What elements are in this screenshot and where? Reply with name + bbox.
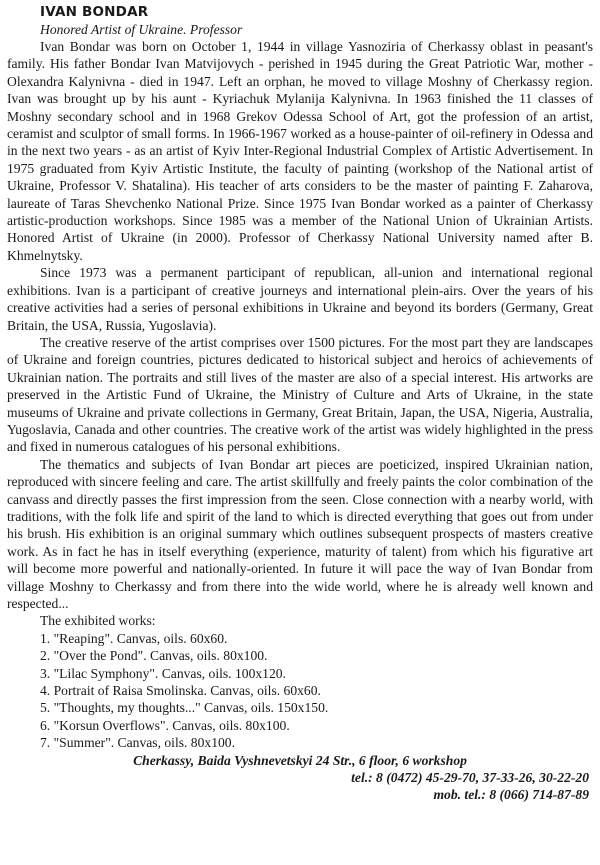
works-list: [7, 630, 593, 752]
contact-telephone: tel.: 8 (0472) 45-29-70, 37-33-26, 30-22-20: [351, 769, 589, 785]
contact-mobile: mob. tel.: 8 (066) 714-87-89: [433, 786, 589, 802]
work-item: 4. Portrait of Raisa Smolinska. Canvas, oils. 60x60.: [40, 683, 321, 699]
artist-title: Honored Artist of Ukraine. Professor: [40, 22, 243, 37]
work-item: 7. "Summer". Canvas, oils. 80x100.: [40, 735, 235, 751]
work-item: 3. "Lilac Symphony". Canvas, oils. 100x120.: [40, 665, 286, 681]
work-item: 6. "Korsun Overflows". Canvas, oils. 80x100.: [40, 717, 290, 733]
thematics-paragraph: The thematics and subjects of Ivan Bondar art pieces are poeticized, inspired Ukrainian nation, reproduced with sincere feeling and care. The artist skillfully and freely paints the color combination of the canvass and directly passes the first impression from the seen. Close connection with a nearby world, with traditions, with the folk life and spirit of the land to which is directed everything that goes out from under his brush. His exhibition is an original summary which outlines subsequent prospects of masters creative work. As in fact he has in itself everything (experience, maturity of talent) from which his figurative art will become more powerful and nationally-oriented. In future it will pace the way of Ivan Bondar from village Moshny to Cherkassy and from there into the wide world, where he is already well known and respected...: [7, 456, 593, 611]
biography-paragraph: Ivan Bondar was born on October 1, 1944 in village Yasnoziria of Cherkassy oblast in peasant's family. His father Bondar Ivan Matvijovych - perished in 1945 during the Great Patriotic War, mother - Olexandra Kalynivna - died in 1947. Left an orphan, he moved to village Moshny of Cherkassy region. Ivan was brought up by his aunt - Kyriachuk Mylanija Kalynivna. In 1963 finished the 11 classes of Moshny secondary school and in 1968 Grekov Odessa School of Art, got the profession of an artist, ceramist and sculptor of small forms. In 1966-1967 worked as a house-painter of oil-refinery in Odessa and in the next two years - as an artist of Kyiv Inter-Regional Industrial Complex of Artistic Advertisement. In 1975 graduated from Kyiv Artistic Institute, the faculty of painting (workshop of the National artist of Ukraine, Professor V. Shatalina). His teacher of arts considers to be the master of painting F. Zaharova, laureate of Taras Shevchenko National Prize. Since 1975 Ivan Bondar worked as a painter of Cherkassy artistic-production workshops. Since 1985 was a member of the National Union of Ukrainian Artists. Honored Artist of Ukraine (in 2000). Professor of Cherkassy National University named after B. Khmelnytsky.: [7, 39, 593, 263]
artist-name: IVAN BONDAR: [40, 4, 149, 20]
work-item: 5. "Thoughts, my thoughts..." Canvas, oils. 150x150.: [40, 700, 329, 716]
contact-address: Cherkassy, Baida Vyshnevetskyi 24 Str., 6 floor, 6 workshop: [133, 752, 467, 768]
creative-reserve-paragraph: The creative reserve of the artist comprises over 1500 pictures. For the most part they are landscapes of Ukraine and foreign countries, pictures dedicated to historical subject and heroics of achievements of Ukrainian nation. The portraits and still lives of the master are also of a special interest. His artworks are preserved in the Artistic Fund of Ukraine, the Ministry of Culture and Arts of Ukraine, in the state museums of Ukraine and private collections in Germany, Great Britain, Japan, the USA, Nigeria, Australia, Yugoslavia, Canada and other countries. The creative work of the artist was widely highlighted in the press and fixed in numerous catalogues of his personal exhibitions.: [7, 334, 593, 455]
document-page: [7, 4, 593, 803]
work-item: 2. "Over the Pond". Canvas, oils. 80x100.: [40, 648, 268, 664]
exhibitions-paragraph: Since 1973 was a permanent participant of republican, all-union and international regional exhibitions. Ivan is a participant of creative journeys and international plein-airs. Over the years of his creative activities had a series of personal exhibitions in Ukraine and beyond its borders (Germany, Great Britain, the USA, Russia, Yugoslavia).: [7, 265, 593, 333]
work-item: 1. "Reaping". Canvas, oils. 60x60.: [40, 630, 228, 646]
works-heading: The exhibited works:: [40, 613, 156, 629]
